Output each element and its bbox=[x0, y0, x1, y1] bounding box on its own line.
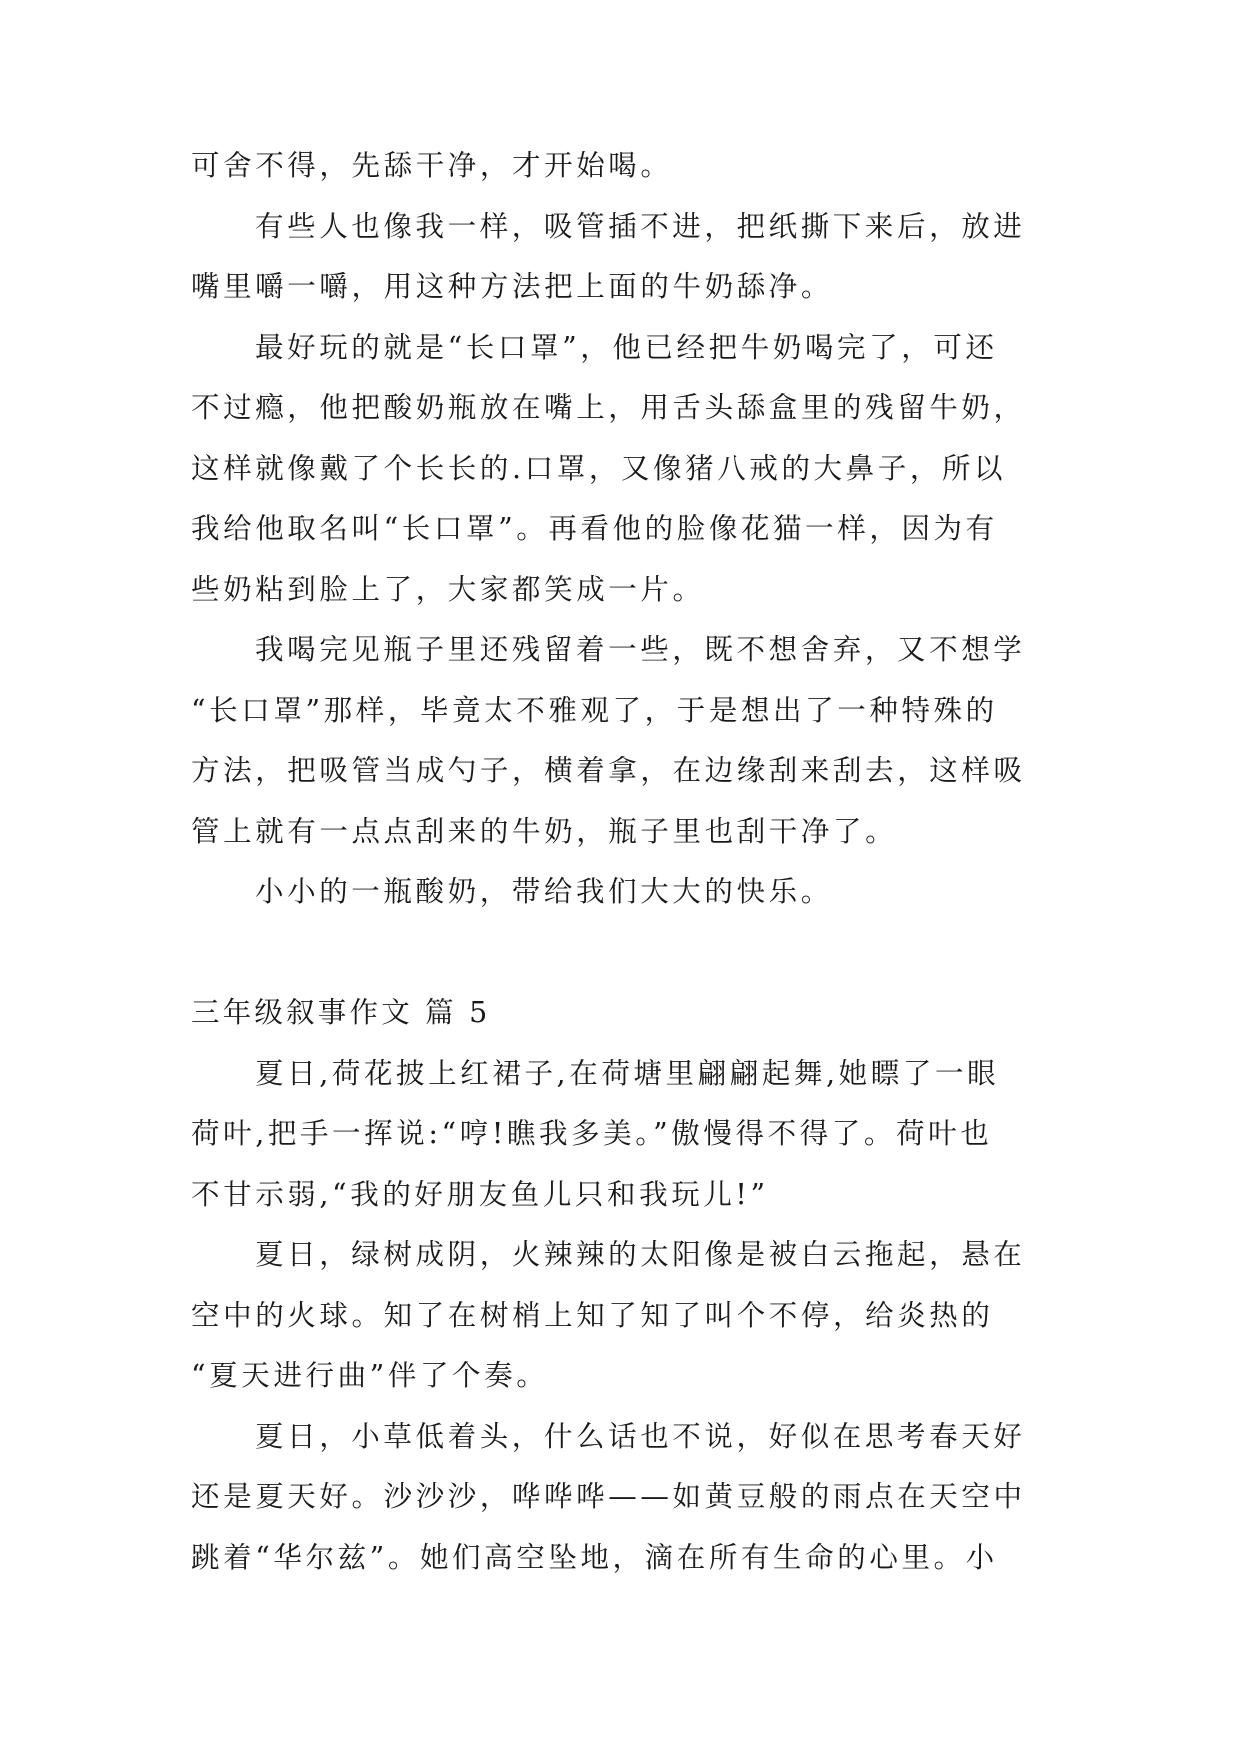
paragraph-line: 跳着“华尔兹”。她们高空坠地，滴在所有生命的心里。小 bbox=[191, 1540, 998, 1574]
paragraph-line: 小小的一瓶酸奶，带给我们大大的快乐。 bbox=[255, 875, 833, 908]
paragraph-line: 还是夏天好。沙沙沙，哗哗哗——如黄豆般的雨点在天空中 bbox=[191, 1480, 1026, 1513]
paragraph-line: 嘴里嚼一嚼，用这种方法把上面的牛奶舔净。 bbox=[191, 270, 834, 303]
paragraph-line: 可舍不得，先舔干净，才开始喝。 bbox=[191, 149, 673, 182]
paragraph-line: “长口罩”那样，毕竟太不雅观了，于是想出了一种特殊的 bbox=[191, 693, 998, 727]
paragraph-line: 管上就有一点点刮来的牛奶，瓶子里也刮干净了。 bbox=[191, 814, 898, 848]
paragraph-line: 夏日,荷花披上红裙子,在荷塘里翩翩起舞,她瞟了一眼 bbox=[255, 1056, 1000, 1090]
paragraph-spacer bbox=[191, 923, 1061, 984]
paragraph-line: 夏日，小草低着头，什么话也不说，好似在思考春天好 bbox=[255, 1419, 1026, 1453]
paragraph-line: 些奶粘到脸上了，大家都笑成一片。 bbox=[191, 572, 705, 606]
section-heading: 三年级叙事作文 篇 5 bbox=[191, 996, 491, 1029]
paragraph-line: 荷叶,把手一挥说:“哼!瞧我多美。”傲慢得不得了。荷叶也 bbox=[191, 1117, 993, 1150]
paragraph-line: “夏天进行曲”伴了个奏。 bbox=[191, 1359, 549, 1392]
paragraph-line: 不过瘾，他把酸奶瓶放在嘴上，用舌头舔盒里的残留牛奶， bbox=[191, 391, 1026, 424]
paragraph-line: 我喝完见瓶子里还残留着一些，既不想舍弃，又不想学 bbox=[255, 633, 1026, 666]
paragraph-line: 最好玩的就是“长口罩”，他已经把牛奶喝完了，可还 bbox=[255, 330, 998, 364]
paragraph-line: 这样就像戴了个长长的.口罩，又像猪八戒的大鼻子，所以 bbox=[191, 451, 1007, 485]
paragraph-line: 不甘示弱,“我的好朋友鱼儿只和我玩儿!” bbox=[191, 1177, 769, 1211]
paragraph-line: 空中的火球。知了在树梢上知了知了叫个不停，给炎热的 bbox=[191, 1298, 994, 1332]
paragraph-line: 我给他取名叫“长口罩”。再看他的脸像花猫一样，因为有 bbox=[191, 512, 998, 545]
paragraph-line: 夏日，绿树成阴，火辣辣的太阳像是被白云拖起，悬在 bbox=[255, 1238, 1026, 1271]
document-text bbox=[191, 136, 1061, 1588]
paragraph-line: 有些人也像我一样，吸管插不进，把纸撕下来后，放进 bbox=[255, 209, 1026, 243]
paragraph-line: 方法，把吸管当成勺子，横着拿，在边缘刮来刮去，这样吸 bbox=[191, 754, 1026, 787]
